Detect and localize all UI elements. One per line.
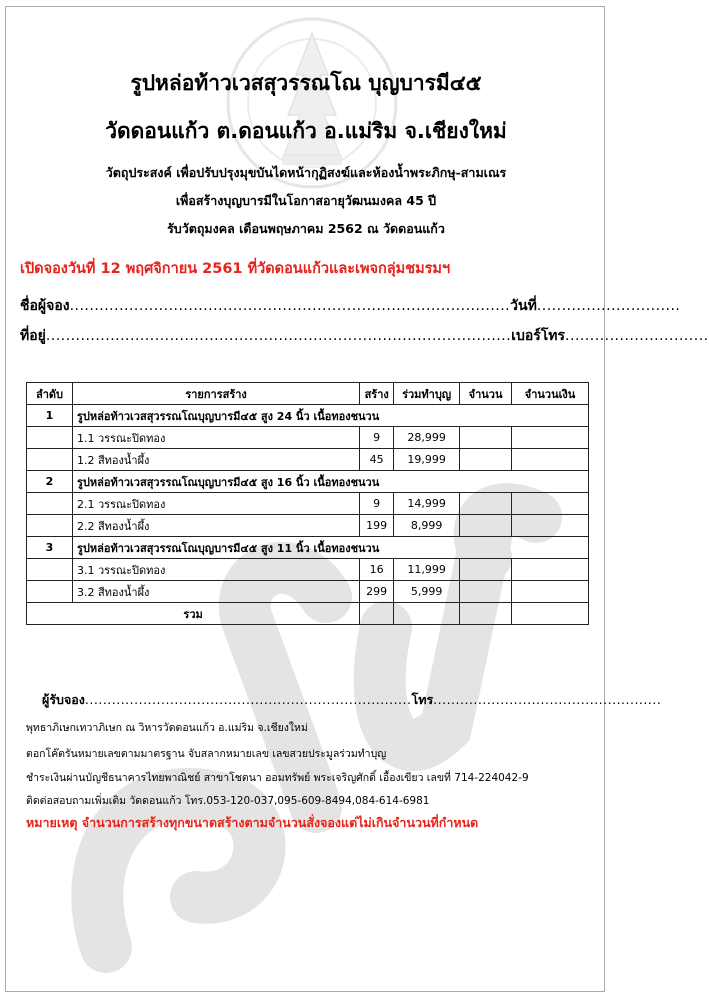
date-field[interactable]: ............................. <box>536 298 681 314</box>
receiver-phone-field[interactable]: ................................................... <box>433 692 662 707</box>
item-name: 1.2 สีทองน้ำผึ้ง <box>72 449 359 471</box>
item-qty: 45 <box>360 449 394 471</box>
booking-open-heading: เปิดจองวันที่ 12 พฤศจิกายน 2561 ที่วัดดอนแก้วและเพจกลุ่มชมรมฯ <box>20 261 451 277</box>
item-price: 5,999 <box>394 581 460 603</box>
title-line-1: รูปหล่อท้าวเวสสุวรรณโณ บุญบารมี๔๕ <box>130 71 482 95</box>
table-header-row <box>27 383 589 405</box>
item-qty: 299 <box>360 581 394 603</box>
item-price: 11,999 <box>394 559 460 581</box>
receiver-line <box>42 690 661 710</box>
table-total-row <box>27 603 589 625</box>
item-amount-cell[interactable] <box>512 581 589 603</box>
item-amount-cell[interactable] <box>512 493 589 515</box>
header-donation: ร่วมทำบุญ <box>394 383 460 405</box>
item-amount-cell[interactable] <box>512 449 589 471</box>
table-row <box>27 493 589 515</box>
item-quantity-cell[interactable] <box>460 449 512 471</box>
items-table <box>26 382 589 625</box>
header-quantity: จำนวน <box>460 383 512 405</box>
item-name: 3.1 วรรณะปิดทอง <box>72 559 359 581</box>
remark-note: หมายเหตุ จำนวนการสร้างทุกขนาดสร้างตามจำนวนสั่งจองแต่ไม่เกินจำนวนที่กำหนด <box>26 815 479 830</box>
purpose-text: วัตถุประสงค์ เพื่อปรับปรุงมุขบันไดหน้ากุฏิสงฆ์และห้องน้ำพระภิกษุ-สามเณร <box>105 165 507 180</box>
item-amount-cell[interactable] <box>512 427 589 449</box>
group-no: 1 <box>27 405 73 427</box>
header-built: สร้าง <box>360 383 394 405</box>
receiver-label: ผู้รับจอง <box>42 692 85 707</box>
group-title: รูปหล่อท้าวเวสสุวรรณโณบุญบารมี๔๕ สูง 11 นิ้ว เนื้อทองชนวน <box>72 537 588 559</box>
blessing-note: พุทธาภิเษกเทวาภิเษก ณ วิหารวัดดอนแก้ว อ.แม่ริม จ.เชียงใหม่ <box>26 722 308 734</box>
header-no: ลำดับ <box>27 383 73 405</box>
phone-field[interactable]: ............................. <box>565 328 709 344</box>
purpose-text-line-2: เพื่อสร้างบุญบารมีในโอกาสอายุวัฒนมงคล 45 ปี <box>175 193 437 208</box>
group-title: รูปหล่อท้าวเวสสุวรรณโณบุญบารมี๔๕ สูง 24 นิ้ว เนื้อทองชนวน <box>72 405 588 427</box>
item-qty: 199 <box>360 515 394 537</box>
address-field[interactable]: .............................................................................................. <box>45 328 512 344</box>
payment-note: ชำระเงินผ่านบัญชีธนาคารไทยพาณิชย์ สาขาโชตนา ออมทรัพย์ พระเจริญศักดิ์ เอื้องเขียว เลขที่ 714-224042-9 <box>26 772 529 784</box>
item-quantity-cell[interactable] <box>460 581 512 603</box>
item-price: 8,999 <box>394 515 460 537</box>
total-amount-cell[interactable] <box>512 603 589 625</box>
receiver-field[interactable]: ......................................................................... <box>84 692 412 707</box>
item-name: 1.1 วรรณะปิดทอง <box>72 427 359 449</box>
item-quantity-cell[interactable] <box>460 427 512 449</box>
table-row <box>27 427 589 449</box>
group-no: 2 <box>27 471 73 493</box>
stamp-code-note: ตอกโค๊ตรันหมายเลขตามมาตรฐาน จับสลากหมายเลข เลขสวยประมูลร่วมทำบุญ <box>26 748 387 760</box>
header-amount: จำนวนเงิน <box>512 383 589 405</box>
total-quantity-cell[interactable] <box>460 603 512 625</box>
document-page <box>5 6 709 992</box>
item-name: 2.1 วรรณะปิดทอง <box>72 493 359 515</box>
total-label: รวม <box>27 603 360 625</box>
item-name: 2.2 สีทองน้ำผึ้ง <box>72 515 359 537</box>
table-row <box>27 449 589 471</box>
name-field[interactable]: ......................................................................................... <box>69 298 511 314</box>
title-line-2: วัดดอนแก้ว ต.ดอนแก้ว อ.แม่ริม จ.เชียงใหม่ <box>105 119 507 143</box>
receiver-phone-label: โทร <box>411 692 434 707</box>
table-group-row <box>27 405 589 427</box>
item-quantity-cell[interactable] <box>460 493 512 515</box>
receive-date-text: รับวัตถุมงคล เดือนพฤษภาคม 2562 ณ วัดดอนแก้ว <box>167 221 445 236</box>
item-name: 3.2 สีทองน้ำผึ้ง <box>72 581 359 603</box>
item-qty: 9 <box>360 427 394 449</box>
item-amount-cell[interactable] <box>512 515 589 537</box>
item-price: 28,999 <box>394 427 460 449</box>
item-quantity-cell[interactable] <box>460 559 512 581</box>
name-date-line <box>20 295 680 317</box>
phone-label: เบอร์โทร <box>511 328 566 344</box>
item-qty: 16 <box>360 559 394 581</box>
contact-note: ติดต่อสอบถามเพิ่มเติม วัดดอนแก้ว โทร.053-120-037,095-609-8494,084-614-6981 <box>26 795 430 807</box>
address-label: ที่อยู่ <box>20 328 46 344</box>
group-no: 3 <box>27 537 73 559</box>
table-group-row <box>27 537 589 559</box>
table-row <box>27 581 589 603</box>
address-phone-line <box>20 325 709 347</box>
group-title: รูปหล่อท้าวเวสสุวรรณโณบุญบารมี๔๕ สูง 16 นิ้ว เนื้อทองชนวน <box>72 471 588 493</box>
item-amount-cell[interactable] <box>512 559 589 581</box>
item-quantity-cell[interactable] <box>460 515 512 537</box>
item-price: 19,999 <box>394 449 460 471</box>
table-row <box>27 515 589 537</box>
date-label: วันที่ <box>510 298 537 314</box>
name-label: ชื่อผู้จอง <box>20 298 70 314</box>
table-row <box>27 559 589 581</box>
item-price: 14,999 <box>394 493 460 515</box>
item-qty: 9 <box>360 493 394 515</box>
header-item: รายการสร้าง <box>72 383 359 405</box>
table-group-row <box>27 471 589 493</box>
